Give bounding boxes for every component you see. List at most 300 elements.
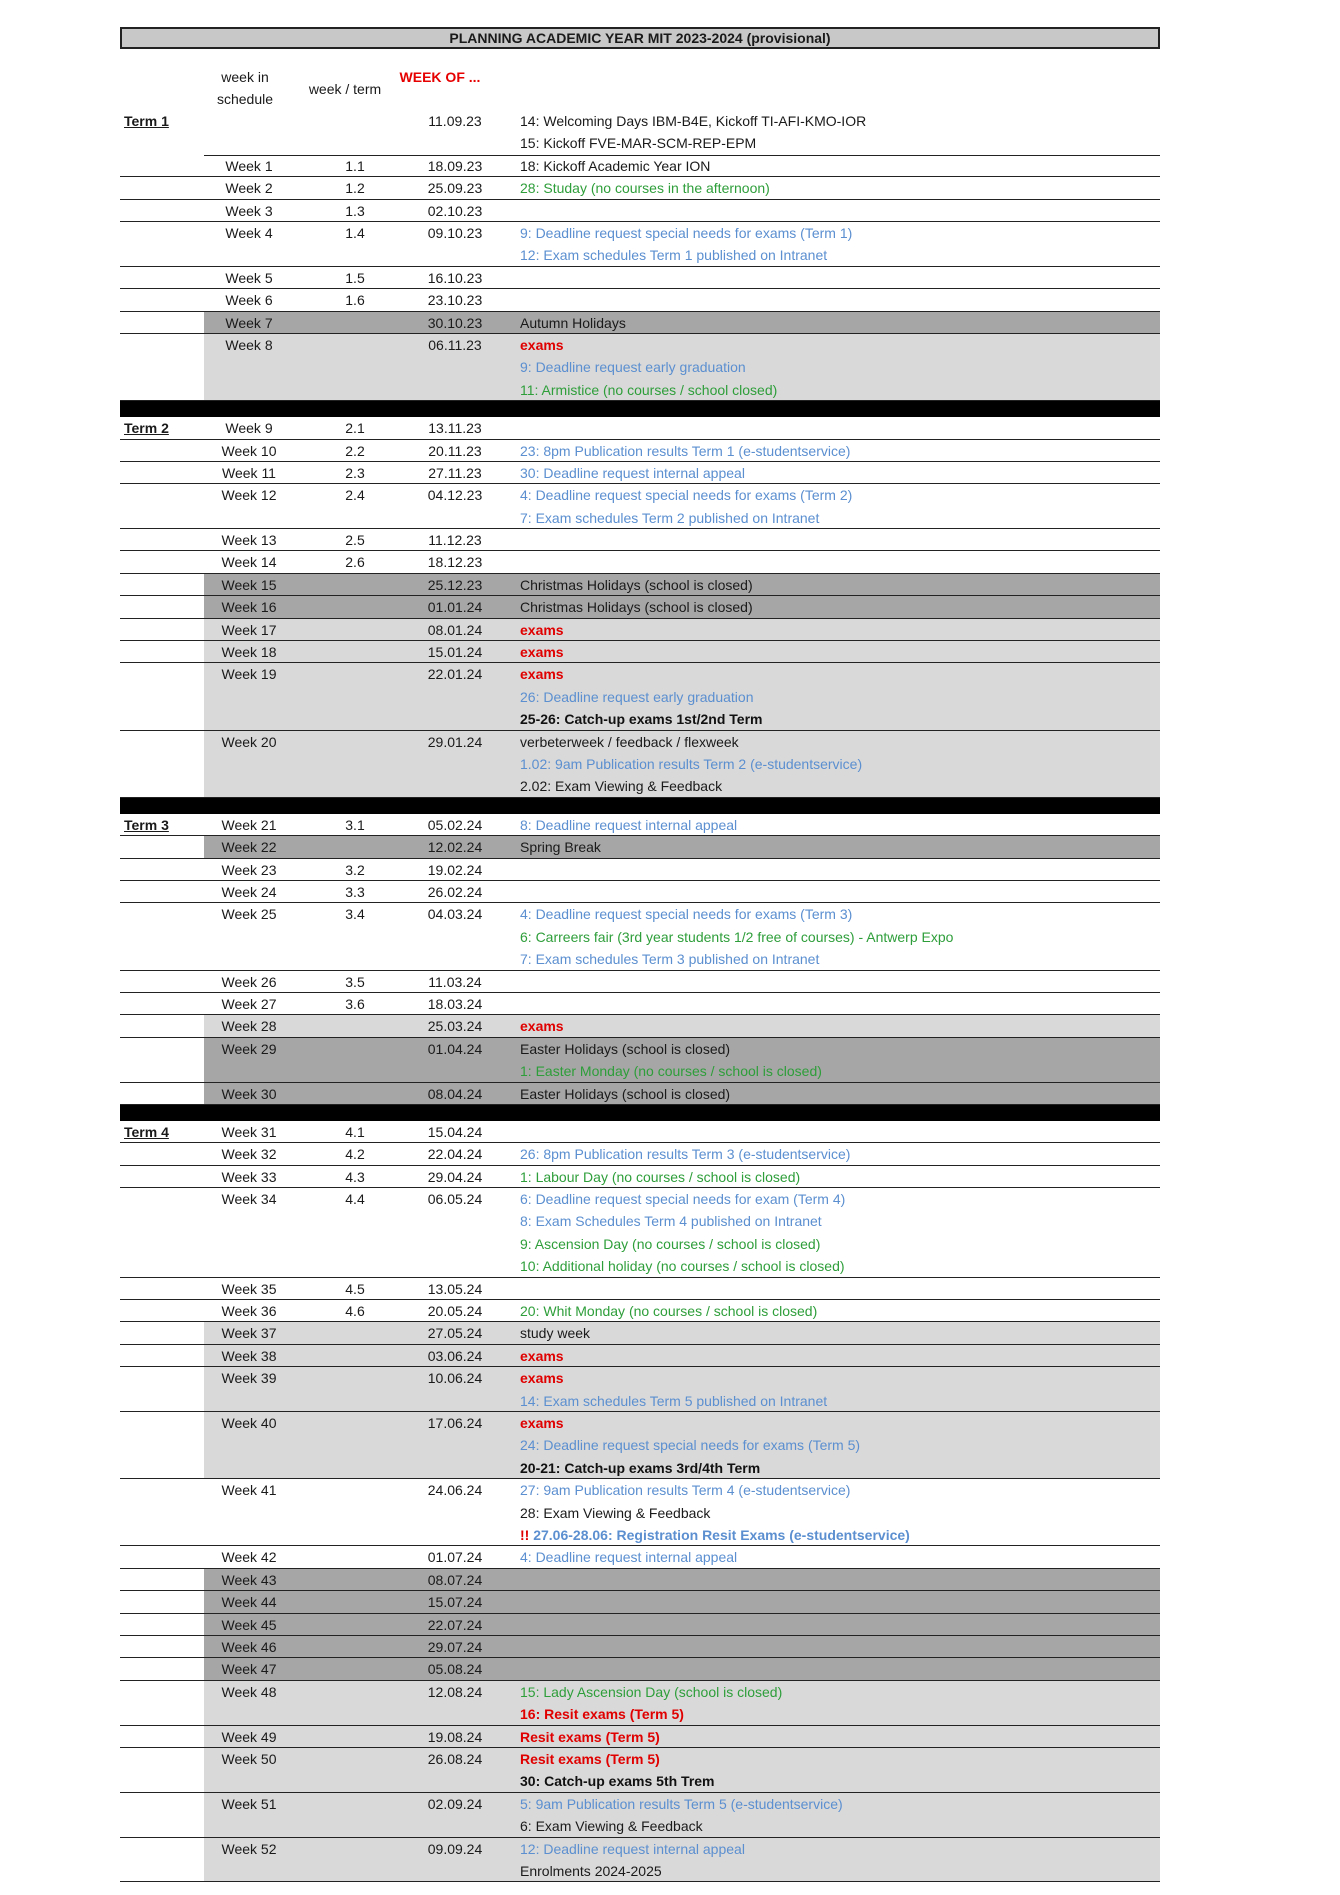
note-line	[520, 1041, 1160, 1063]
week-term-cell: 4.4	[345, 1191, 365, 1208]
week-cell: Week 21	[221, 816, 277, 833]
table-row	[120, 903, 1160, 970]
note-text: 14: Welcoming Days IBM-B4E, Kickoff TI-AFI-KMO-IOR	[520, 113, 867, 129]
notes-cell	[520, 225, 1160, 270]
note-line	[520, 756, 1160, 778]
note-line	[520, 337, 1160, 359]
week-of-cell: 06.11.23	[428, 336, 482, 353]
note-text: 12: Exam schedules Term 1 published on Intranet	[520, 247, 828, 264]
week-term-cell: 4.5	[345, 1280, 365, 1297]
note-text: 26: 8pm Publication results Term 3 (e-studentservice)	[520, 1146, 851, 1163]
note-text: 8: Exam Schedules Term 4 published on Intranet	[520, 1213, 822, 1230]
week-cell: Week 50	[221, 1750, 277, 1767]
note-text: 9: Deadline request special needs for exams (Term 1)	[520, 224, 853, 241]
week-of-cell: 02.09.24	[427, 1795, 483, 1812]
table-row	[120, 267, 1160, 289]
week-of-cell: 03.06.24	[427, 1347, 483, 1364]
note-line	[520, 1191, 1160, 1213]
note-text: 4: Deadline request internal appeal	[520, 1549, 738, 1566]
week-of-cell: 05.02.24	[427, 816, 483, 833]
note-text: exams	[520, 1415, 564, 1432]
schedule-table	[120, 110, 1160, 1882]
header-week-of-text: WEEK OF ...	[399, 69, 481, 85]
table-row	[120, 1278, 1160, 1300]
table-row	[120, 1546, 1160, 1568]
week-cell: Week 32	[221, 1146, 277, 1163]
week-cell: Week 11	[222, 464, 276, 481]
week-cell: Week 16	[221, 599, 277, 616]
note-text: 5: 9am Publication results Term 5 (e-studentservice)	[520, 1795, 843, 1812]
week-cell: Week 1	[225, 157, 273, 174]
week-cell: Week 33	[221, 1168, 277, 1185]
note-line	[520, 778, 1160, 800]
header-week-of	[395, 66, 485, 112]
week-cell: Week 18	[221, 644, 277, 661]
table-row	[120, 1300, 1160, 1322]
note-text: 8: Deadline request internal appeal	[520, 816, 738, 833]
week-of-cell: 13.05.24	[427, 1280, 483, 1297]
week-term-cell: 2.1	[345, 420, 365, 437]
week-term-cell: 2.3	[345, 464, 365, 481]
notes-cell	[520, 734, 1160, 801]
table-row	[120, 312, 1160, 334]
notes-cell	[520, 1415, 1160, 1482]
week-term-cell: 3.3	[345, 883, 365, 900]
week-of-cell: 18.09.23	[427, 157, 483, 174]
week-of-cell: 08.04.24	[427, 1085, 483, 1102]
note-text: 15: Kickoff FVE-MAR-SCM-REP-EPM	[520, 135, 757, 152]
note-text: 30: Deadline request internal appeal	[520, 464, 745, 481]
week-cell: Week 40	[221, 1415, 277, 1432]
note-line	[520, 1415, 1160, 1437]
note-text: 9: Ascension Day (no courses / school is closed)	[520, 1235, 821, 1252]
week-of-cell: 08.01.24	[427, 621, 483, 638]
week-term-cell: 3.5	[345, 973, 365, 990]
week-cell: Week 45	[221, 1616, 277, 1633]
week-term-cell: 3.4	[345, 906, 365, 923]
note-text: 1: Easter Monday (no courses / school is closed)	[520, 1063, 822, 1080]
notes-cell	[520, 1370, 1160, 1415]
week-cell: Week 25	[221, 906, 277, 923]
week-term-cell: 1.3	[345, 202, 365, 219]
week-of-cell: 12.02.24	[427, 839, 483, 856]
note-text: 4: Deadline request special needs for exams (Term 3)	[520, 906, 853, 923]
week-of-cell: 20.11.23	[428, 442, 482, 459]
table-row	[120, 1658, 1160, 1680]
note-line	[520, 487, 1160, 509]
week-cell: Week 27	[221, 995, 277, 1012]
notes-cell	[520, 1751, 1160, 1796]
week-term-cell: 2.5	[345, 532, 365, 549]
week-cell: Week 3	[225, 202, 273, 219]
note-line	[520, 1863, 1160, 1885]
notes-cell	[520, 906, 1160, 973]
note-text: Easter Holidays (school is closed)	[520, 1040, 731, 1057]
week-of-cell: 29.07.24	[427, 1638, 483, 1655]
week-cell: Week 44	[221, 1594, 277, 1611]
week-cell: Week 48	[221, 1683, 277, 1700]
week-cell: Week 19	[221, 666, 277, 683]
note-text: exams	[520, 1018, 564, 1035]
week-of-cell: 18.03.24	[427, 995, 483, 1012]
table-row	[120, 731, 1160, 798]
table-row	[120, 462, 1160, 484]
notes-cell	[520, 337, 1160, 404]
week-of-cell: 09.10.23	[427, 224, 483, 241]
week-cell: Week 34	[221, 1191, 277, 1208]
week-cell: Week 49	[221, 1728, 277, 1745]
week-of-cell: 15.07.24	[427, 1594, 483, 1611]
table-row	[120, 440, 1160, 462]
table-row	[120, 1681, 1160, 1726]
note-line	[520, 359, 1160, 381]
week-of-cell: 11.12.23	[428, 532, 482, 549]
week-of-cell: 08.07.24	[427, 1571, 483, 1588]
note-text: exams	[520, 1370, 564, 1387]
week-of-cell: 26.02.24	[427, 883, 483, 900]
week-of-cell: 13.11.23	[428, 420, 482, 437]
table-row	[120, 417, 1160, 439]
note-text: Enrolments 2024-2025	[520, 1862, 662, 1879]
week-of-cell: 16.10.23	[427, 269, 483, 286]
note-text: 9: Deadline request early graduation	[520, 359, 746, 376]
note-line	[520, 1370, 1160, 1392]
note-text: Resit exams (Term 5)	[520, 1728, 660, 1745]
week-cell: Week 22	[221, 839, 277, 856]
note-text: 2.02: Exam Viewing & Feedback	[520, 778, 723, 795]
table-row	[120, 1322, 1160, 1344]
title-text: PLANNING ACADEMIC YEAR MIT 2023-2024 (provisional)	[449, 30, 831, 46]
note-line	[520, 225, 1160, 247]
note-text: 23: 8pm Publication results Term 1 (e-studentservice)	[520, 442, 851, 459]
header-week-in-schedule	[200, 66, 290, 112]
week-of-cell: 15.01.24	[427, 644, 483, 661]
week-of-cell: 27.11.23	[428, 464, 482, 481]
week-of-cell: 29.04.24	[427, 1168, 483, 1185]
week-of-cell: 19.02.24	[427, 861, 483, 878]
notes-cell	[520, 113, 1160, 158]
note-text: exams	[520, 666, 564, 683]
note-text: 7: Exam schedules Term 2 published on Intranet	[520, 509, 820, 526]
week-of-cell: 27.05.24	[427, 1325, 483, 1342]
week-of-cell: 10.06.24	[427, 1370, 483, 1387]
week-of-cell: 22.01.24	[427, 666, 483, 683]
note-line	[520, 1796, 1160, 1818]
table-row	[120, 1367, 1160, 1412]
note-line	[520, 1505, 1160, 1527]
note-line	[520, 666, 1160, 688]
table-row	[120, 1121, 1160, 1143]
table-row	[120, 155, 1160, 177]
table-row	[120, 641, 1160, 663]
week-term-cell: 3.1	[345, 816, 365, 833]
notes-cell	[520, 1482, 1160, 1549]
attention-mark: !!	[520, 1527, 534, 1544]
table-row	[120, 619, 1160, 641]
week-term-cell: 1.1	[345, 157, 365, 174]
week-cell: Week 24	[221, 883, 277, 900]
note-text: Christmas Holidays (school is closed)	[520, 576, 753, 593]
week-cell: Week 10	[221, 442, 277, 459]
week-cell: Week 51	[221, 1795, 277, 1812]
week-cell: Week 23	[221, 861, 277, 878]
week-cell: Week 43	[221, 1571, 277, 1588]
table-row	[120, 1479, 1160, 1546]
notes-cell	[520, 1086, 1160, 1108]
notes-cell	[520, 1684, 1160, 1729]
week-term-cell: 1.4	[345, 224, 365, 241]
note-text: 12: Deadline request internal appeal	[520, 1840, 745, 1857]
table-row	[120, 814, 1160, 836]
table-row	[120, 1083, 1160, 1105]
week-of-cell: 30.10.23	[427, 314, 483, 331]
note-text: 1: Labour Day (no courses / school is closed)	[520, 1168, 801, 1185]
note-text: Spring Break	[520, 839, 601, 856]
week-of-cell: 19.08.24	[427, 1728, 483, 1745]
week-of-cell: 11.09.23	[428, 113, 482, 129]
table-row	[120, 1166, 1160, 1188]
note-text: 11: Armistice (no courses / school closed)	[520, 381, 778, 398]
table-row	[120, 200, 1160, 222]
table-row	[120, 1636, 1160, 1658]
week-cell: Week 26	[221, 973, 277, 990]
week-term-cell: 4.1	[345, 1123, 365, 1140]
notes-cell	[520, 1191, 1160, 1281]
note-text: 14: Exam schedules Term 5 published on Intranet	[520, 1392, 828, 1409]
week-of-cell: 02.10.23	[427, 202, 483, 219]
table-row	[120, 1345, 1160, 1367]
note-text: exams	[520, 1347, 564, 1364]
table-row	[120, 1793, 1160, 1838]
week-cell: Week 36	[221, 1303, 277, 1320]
table-row	[120, 1038, 1160, 1083]
table-row	[120, 1569, 1160, 1591]
note-line	[520, 1086, 1160, 1108]
week-term-cell: 4.6	[345, 1303, 365, 1320]
note-text: 24: Deadline request special needs for exams (Term 5)	[520, 1437, 861, 1454]
note-text: 7: Exam schedules Term 3 published on Intranet	[520, 951, 820, 968]
table-row	[120, 1838, 1160, 1883]
week-of-cell: 18.12.23	[427, 554, 483, 571]
table-row	[120, 110, 1160, 155]
table-row	[120, 289, 1160, 311]
note-text: 28: Studay (no courses in the afternoon)	[520, 180, 770, 197]
week-of-cell: 25.12.23	[427, 576, 483, 593]
week-of-cell: 09.09.24	[427, 1840, 483, 1857]
week-of-cell: 24.06.24	[427, 1482, 483, 1499]
table-row	[120, 1412, 1160, 1479]
table-row	[120, 971, 1160, 993]
week-of-cell: 05.08.24	[427, 1661, 483, 1678]
note-text: 27.06-28.06: Registration Resit Exams (e-studentservice)	[533, 1527, 910, 1544]
note-text: verbeterweek / feedback / flexweek	[520, 733, 739, 750]
week-cell: Week 8	[225, 336, 273, 353]
note-line	[520, 1213, 1160, 1235]
note-text: Autumn Holidays	[520, 314, 626, 331]
note-text: 20-21: Catch-up exams 3rd/4th Term	[520, 1459, 761, 1476]
header-week-term-text: week / term	[308, 81, 382, 97]
note-text: 10: Additional holiday (no courses / school is closed)	[520, 1258, 845, 1275]
week-cell: Week 52	[221, 1840, 277, 1857]
week-of-cell: 22.07.24	[427, 1616, 483, 1633]
note-text: 28: Exam Viewing & Feedback	[520, 1504, 711, 1521]
week-of-cell: 04.12.23	[427, 487, 483, 504]
table-row	[120, 484, 1160, 529]
note-text: 4: Deadline request special needs for exams (Term 2)	[520, 487, 853, 504]
week-cell: Week 7	[225, 314, 273, 331]
week-of-cell: 17.06.24	[427, 1415, 483, 1432]
table-row	[120, 177, 1160, 199]
note-line	[520, 113, 1160, 135]
note-text: 6: Carreers fair (3rd year students 1/2 free of courses) - Antwerp Expo	[520, 928, 954, 945]
term-label: Term 1	[124, 113, 169, 129]
week-term-cell: 1.6	[345, 292, 365, 309]
week-cell: Week 17	[221, 621, 277, 638]
week-cell: Week 47	[221, 1661, 277, 1678]
table-row	[120, 1188, 1160, 1278]
week-cell: Week 46	[221, 1638, 277, 1655]
note-line	[520, 734, 1160, 756]
week-cell: Week 13	[221, 532, 277, 549]
week-cell: Week 42	[221, 1549, 277, 1566]
week-cell: Week 4	[225, 224, 273, 241]
week-cell: Week 41	[221, 1482, 277, 1499]
week-cell: Week 14	[221, 554, 277, 571]
week-term-cell: 3.6	[345, 995, 365, 1012]
note-line	[520, 382, 1160, 404]
week-cell: Week 28	[221, 1018, 277, 1035]
note-text: 18: Kickoff Academic Year ION	[520, 157, 711, 174]
week-of-cell: 22.04.24	[427, 1146, 483, 1163]
week-term-cell: 1.2	[345, 180, 365, 197]
notes-cell	[520, 666, 1160, 733]
note-text: 1.02: 9am Publication results Term 2 (e-studentservice)	[520, 756, 863, 773]
notes-cell	[520, 487, 1160, 532]
note-text: Christmas Holidays (school is closed)	[520, 599, 753, 616]
week-of-cell: 06.05.24	[427, 1191, 483, 1208]
week-cell: Week 29	[221, 1040, 277, 1057]
header-week-in-schedule-text: week in schedule	[216, 69, 274, 107]
week-of-cell: 12.08.24	[427, 1683, 483, 1700]
week-of-cell: 25.03.24	[427, 1018, 483, 1035]
note-text: 6: Deadline request special needs for exam (Term 4)	[520, 1191, 846, 1208]
table-row	[120, 1748, 1160, 1793]
notes-cell	[520, 1041, 1160, 1086]
term-label: Term 3	[124, 816, 169, 833]
week-term-cell: 3.2	[345, 861, 365, 878]
note-text: 25-26: Catch-up exams 1st/2nd Term	[520, 711, 763, 728]
term-label: Term 2	[124, 420, 169, 437]
week-of-cell: 11.03.24	[428, 973, 482, 990]
note-line	[520, 929, 1160, 951]
term-label: Term 4	[124, 1123, 169, 1140]
week-cell: Week 38	[221, 1347, 277, 1364]
table-row	[120, 574, 1160, 596]
week-cell: Week 9	[225, 420, 273, 437]
table-row	[120, 1015, 1160, 1037]
week-of-cell: 29.01.24	[427, 733, 483, 750]
note-line	[520, 689, 1160, 711]
note-line	[520, 1684, 1160, 1706]
table-row	[120, 551, 1160, 573]
week-of-cell: 01.04.24	[427, 1040, 483, 1057]
week-cell: Week 20	[221, 733, 277, 750]
note-text: study week	[520, 1325, 591, 1342]
note-text: exams	[520, 336, 564, 353]
page-title	[120, 27, 1160, 49]
note-line	[520, 1841, 1160, 1863]
table-row	[120, 836, 1160, 858]
week-of-cell: 26.08.24	[427, 1750, 483, 1767]
note-line	[520, 906, 1160, 928]
note-line	[520, 1751, 1160, 1773]
note-text: Easter Holidays (school is closed)	[520, 1085, 731, 1102]
note-text: Resit exams (Term 5)	[520, 1750, 660, 1767]
week-cell: Week 35	[221, 1280, 277, 1297]
week-term-cell: 2.2	[345, 442, 365, 459]
week-term-cell: 4.3	[345, 1168, 365, 1185]
note-text: exams	[520, 621, 564, 638]
week-of-cell: 01.07.24	[427, 1549, 483, 1566]
table-row	[120, 1614, 1160, 1636]
notes-cell	[520, 1841, 1160, 1886]
week-term-cell: 1.5	[345, 269, 365, 286]
table-row	[120, 334, 1160, 401]
week-of-cell: 25.09.23	[427, 180, 483, 197]
note-text: 16: Resit exams (Term 5)	[520, 1706, 684, 1723]
note-line	[520, 1437, 1160, 1459]
week-term-cell: 2.4	[345, 487, 365, 504]
week-term-cell: 2.6	[345, 554, 365, 571]
table-row	[120, 663, 1160, 730]
table-row	[120, 993, 1160, 1015]
table-row	[120, 1591, 1160, 1613]
table-row	[120, 596, 1160, 618]
table-row	[120, 881, 1160, 903]
note-line	[520, 1236, 1160, 1258]
week-of-cell: 01.01.24	[427, 599, 483, 616]
week-term-cell: 4.2	[345, 1146, 365, 1163]
week-cell: Week 31	[221, 1123, 277, 1140]
table-row	[120, 1143, 1160, 1165]
note-text: 15: Lady Ascension Day (school is closed)	[520, 1683, 783, 1700]
week-cell: Week 15	[221, 576, 277, 593]
table-row	[120, 859, 1160, 881]
week-cell: Week 12	[221, 487, 277, 504]
week-cell: Week 5	[225, 269, 273, 286]
week-of-cell: 23.10.23	[427, 292, 483, 309]
week-of-cell: 15.04.24	[427, 1123, 483, 1140]
week-cell: Week 2	[225, 180, 273, 197]
week-cell: Week 39	[221, 1370, 277, 1387]
week-of-cell: 20.05.24	[427, 1303, 483, 1320]
note-text: 27: 9am Publication results Term 4 (e-studentservice)	[520, 1482, 851, 1499]
note-text: 20: Whit Monday (no courses / school is closed)	[520, 1303, 818, 1320]
table-row	[120, 529, 1160, 551]
table-row	[120, 222, 1160, 267]
note-text: 26: Deadline request early graduation	[520, 688, 754, 705]
week-cell: Week 30	[221, 1085, 277, 1102]
table-row	[120, 1726, 1160, 1748]
week-of-cell: 04.03.24	[427, 906, 483, 923]
note-text: 6: Exam Viewing & Feedback	[520, 1818, 703, 1835]
note-text: 30: Catch-up exams 5th Trem	[520, 1773, 715, 1790]
note-text: exams	[520, 644, 564, 661]
week-cell: Week 37	[221, 1325, 277, 1342]
notes-cell	[520, 1796, 1160, 1841]
week-cell: Week 6	[225, 292, 273, 309]
note-line	[520, 1482, 1160, 1504]
